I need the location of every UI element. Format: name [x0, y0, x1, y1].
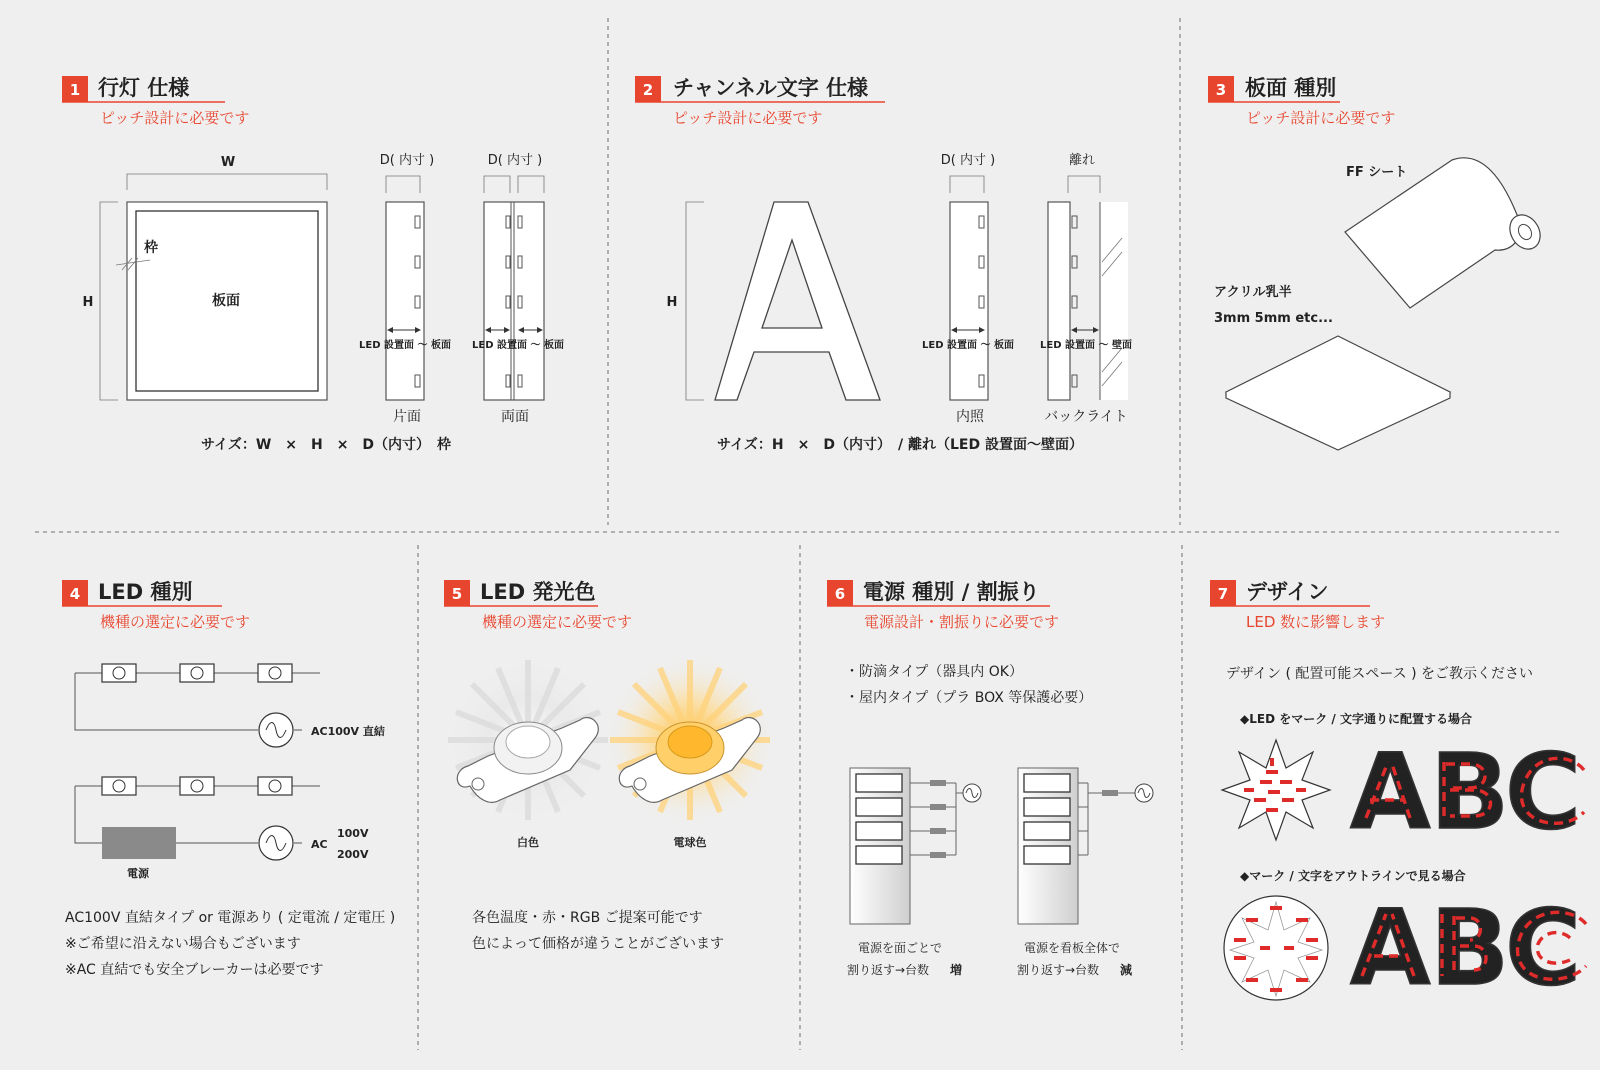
section-subtitle: 電源設計・割振りに必要です	[864, 613, 1060, 631]
section-number: 3	[1215, 81, 1227, 99]
case-2-label: ◆マーク / 文字をアウトラインで見る場合	[1240, 869, 1466, 883]
right-caption-2: 割り返す→台数	[1016, 963, 1100, 977]
voltage-100: 100V	[337, 827, 369, 840]
led-types	[65, 664, 395, 978]
color-note-1: 各色温度・赤・RGB ご提案可能です	[472, 910, 703, 926]
letter-b-fill: B	[1430, 731, 1510, 853]
acrylic-label: アクリル乳半	[1214, 285, 1292, 300]
section-title: LED 発光色	[480, 580, 596, 604]
header-6	[827, 580, 1059, 631]
lightbox-size-formula: サイズ：W × H × D（内寸） 枠	[200, 437, 452, 453]
power-supply-section	[845, 663, 1153, 977]
psu-unit	[930, 828, 946, 834]
section-number: 7	[1217, 585, 1229, 603]
psu-unit	[930, 804, 946, 810]
depth-label-double: D( 内寸 )	[487, 153, 543, 168]
depth-label: D( 内寸 )	[940, 153, 996, 168]
led-back-label: LED 設置面 ～ 壁面	[1040, 340, 1132, 351]
decrease-mark: 減	[1120, 963, 1133, 977]
inner-lit-label: 内照	[956, 409, 984, 425]
wall	[1100, 202, 1128, 400]
header-5	[444, 580, 632, 631]
gap-label: 離れ	[1068, 153, 1096, 168]
type-indoor: ・屋内タイプ（プラ BOX 等保護必要）	[845, 690, 1093, 706]
back-lit-label: バックライト	[1044, 409, 1128, 425]
increase-mark: 増	[950, 963, 963, 977]
header-3	[1208, 76, 1395, 127]
letter-c-fill: C	[1505, 731, 1582, 853]
design-intro: デザイン ( 配置可能スペース ) をご教示ください	[1226, 666, 1534, 682]
ac-direct-label: AC100V 直結	[311, 725, 385, 738]
letter-a-outline: A	[1350, 887, 1431, 1009]
section-subtitle: ピッチ設計に必要です	[673, 109, 823, 127]
depth-label-single: D( 内寸 )	[379, 153, 435, 168]
ff-sheet-roll-icon	[1345, 158, 1520, 308]
back-lit-box	[1048, 202, 1070, 400]
left-caption-1: 電源を面ごとで	[857, 941, 943, 955]
header-7	[1210, 580, 1385, 631]
section-number: 2	[642, 81, 654, 99]
psu-unit	[930, 780, 946, 786]
white-label: 白色	[517, 836, 539, 849]
design-section	[1222, 665, 1586, 1009]
height-label: H	[666, 295, 678, 310]
section-subtitle: ピッチ設計に必要です	[1246, 109, 1396, 127]
section-subtitle: 機種の選定に必要です	[100, 613, 251, 631]
type-drip-proof: ・防滴タイプ（器具内 OK）	[845, 664, 1023, 680]
section-subtitle: 機種の選定に必要です	[482, 613, 633, 631]
header-2	[635, 76, 885, 127]
led-colors	[443, 655, 775, 952]
color-note-2: 色によって価格が違うことがございます	[472, 936, 724, 952]
single-side-box	[386, 202, 424, 400]
double-side-label: 両面	[501, 409, 529, 425]
led-note-2: ※ご希望に沿えない場合もございます	[65, 936, 301, 952]
right-caption-1: 電源を看板全体で	[1023, 941, 1121, 955]
lightbox-diagram	[83, 152, 564, 453]
letter-c-outline: C	[1505, 887, 1582, 1009]
led-note-3: ※AC 直結でも安全ブレーカーは必要です	[65, 962, 324, 978]
section-title: LED 種別	[98, 580, 193, 604]
header-4	[62, 580, 250, 631]
power-supply-block	[102, 827, 176, 859]
left-caption-2: 割り返す→台数	[846, 963, 930, 977]
channel-letter-diagram	[667, 152, 1132, 453]
header-1	[62, 76, 249, 127]
frame-label: 枠	[144, 240, 158, 256]
section-title: 電源 種別 / 割振り	[863, 580, 1040, 604]
ff-sheet-label: FF シート	[1346, 165, 1408, 180]
case-1-label: ◆LED をマーク / 文字通りに配置する場合	[1240, 712, 1472, 726]
led-distance-label: LED 設置面 ～ 板面	[359, 340, 451, 351]
acrylic-size-label: 3mm 5mm etc...	[1214, 311, 1333, 326]
section-subtitle: LED 数に影響します	[1246, 613, 1386, 631]
psu-unit	[930, 852, 946, 858]
warm-label: 電球色	[673, 836, 707, 849]
section-number: 5	[451, 585, 463, 603]
section-number: 4	[69, 585, 81, 603]
section-title: チャンネル文字 仕様	[673, 76, 869, 100]
power-supply-label: 電源	[127, 867, 149, 880]
section-subtitle: ピッチ設計に必要です	[100, 109, 250, 127]
panel-label: 板面	[212, 293, 240, 309]
channel-size-formula: サイズ：H × D（内寸） / 離れ（LED 設置面～壁面）	[717, 437, 1083, 453]
section-title: デザイン	[1246, 580, 1329, 604]
led-distance-label: LED 設置面 ～ 板面	[472, 340, 564, 351]
voltage-200: 200V	[337, 848, 369, 861]
letter-a-fill: A	[1350, 731, 1431, 853]
grid-dividers	[35, 18, 1560, 1050]
section-title: 板面 種別	[1245, 76, 1337, 100]
inner-lit-box	[950, 202, 988, 400]
led-note-1: AC100V 直結タイプ or 電源あり ( 定電流 / 定電圧 )	[65, 910, 396, 926]
channel-letter-a	[715, 202, 880, 400]
outline-mark	[1224, 896, 1328, 1000]
single-side-label: 片面	[393, 409, 421, 425]
psu-unit	[1102, 790, 1118, 796]
section-title: 行灯 仕様	[98, 76, 190, 100]
section-number: 1	[69, 81, 81, 99]
ac-label: AC	[311, 838, 328, 851]
white-led-icon	[443, 655, 613, 825]
width-label: W	[220, 155, 236, 170]
section-number: 6	[834, 585, 846, 603]
height-label: H	[82, 295, 94, 310]
led-inner-label: LED 設置面 ～ 板面	[922, 340, 1014, 351]
warm-led-icon	[605, 655, 775, 825]
letter-b-outline: B	[1430, 887, 1510, 1009]
panel-types	[1214, 158, 1546, 450]
